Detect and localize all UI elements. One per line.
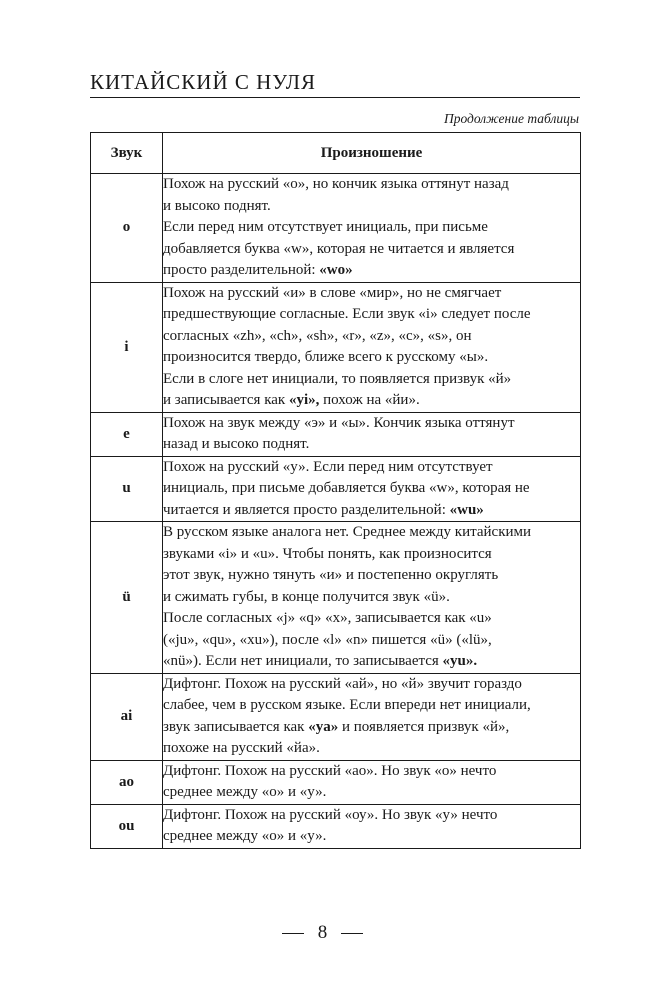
pronunciation-text: и сжимать губы, в конце получится звук «ü».	[163, 588, 450, 605]
pronunciation-cell	[163, 174, 581, 283]
pronunciation-text: просто разделительной:	[163, 262, 320, 278]
pronunciation-text: Похож на русский «о», но кончик языка оттянут назад	[163, 176, 509, 192]
spelling-example: «wu»	[449, 501, 484, 518]
pronunciation-line	[163, 478, 580, 500]
pronunciation-line	[163, 326, 580, 348]
pronunciation-text: этот звук, нужно тянуть «и» и постепенно округлять	[163, 567, 499, 583]
pronunciation-cell	[163, 522, 581, 674]
table-row	[91, 412, 581, 456]
column-header-sound: Звук	[91, 133, 163, 174]
sound-cell: ao	[91, 760, 163, 804]
pronunciation-cell	[163, 673, 581, 760]
table-row	[91, 174, 581, 283]
sound-cell: o	[91, 174, 163, 283]
spelling-example: «ya»	[308, 718, 339, 735]
pronunciation-line	[163, 283, 580, 305]
sound-cell: ou	[91, 804, 163, 848]
pronunciation-line	[163, 630, 580, 652]
pronunciation-table	[90, 132, 581, 849]
pronunciation-text: среднее между «о» и «у».	[163, 828, 327, 844]
pronunciation-text: похоже на русский «йа».	[163, 740, 320, 756]
pronunciation-line	[163, 369, 580, 391]
pronunciation-line	[163, 434, 580, 456]
pronunciation-text-after: похож на «йи».	[319, 392, 420, 408]
sound-cell: e	[91, 412, 163, 456]
pronunciation-text: согласных «zh», «ch», «sh», «r», «z», «c», «s», он	[163, 327, 472, 344]
sound-cell: ai	[91, 673, 163, 760]
table-row	[91, 804, 581, 848]
table-row	[91, 522, 581, 674]
pronunciation-text: читается и является просто разделительной:	[163, 501, 450, 518]
pronunciation-line	[163, 196, 580, 218]
left-dash	[282, 933, 304, 934]
pronunciation-text: После согласных «j» «q» «x», записывается как «u»	[163, 610, 492, 626]
pronunciation-text: и высоко поднят.	[163, 197, 271, 214]
pronunciation-text: Похож на русский «и» в слове «мир», но не смягчает	[163, 284, 502, 301]
table-row	[91, 760, 581, 804]
spelling-example: «wo»	[319, 262, 353, 278]
pronunciation-line	[163, 695, 580, 717]
pronunciation-line	[163, 457, 580, 479]
column-header-pronunciation: Произношение	[163, 133, 581, 174]
pronunciation-text: В русском языке аналога нет. Среднее между китайскими	[163, 524, 532, 540]
pronunciation-text: назад и высоко поднят.	[163, 436, 310, 452]
table-row	[91, 456, 581, 522]
header-rule	[90, 97, 580, 98]
table-header-row	[91, 133, 581, 174]
table-continuation-label: Продолжение таблицы	[443, 111, 579, 126]
pronunciation-text: Дифтонг. Похож на русский «ай», но «й» звучит гораздо	[163, 675, 522, 692]
page-footer	[0, 921, 645, 945]
pronunciation-line	[163, 544, 580, 566]
pronunciation-text: «nü»). Если нет инициали, то записывается	[163, 653, 443, 669]
pronunciation-line	[163, 522, 580, 544]
sound-cell: ü	[91, 522, 163, 674]
pronunciation-text: Дифтонг. Похож на русский «ао». Но звук «о» нечто	[163, 762, 497, 779]
pronunciation-text-after: и появляется призвук «й»,	[338, 718, 510, 735]
pronunciation-line	[163, 608, 580, 630]
table-row	[91, 673, 581, 760]
pronunciation-line	[163, 413, 580, 435]
pronunciation-line	[163, 239, 580, 261]
sound-cell: i	[91, 282, 163, 412]
table-body	[91, 174, 581, 849]
pronunciation-text: среднее между «о» и «у».	[163, 784, 327, 800]
pronunciation-text: Если в слоге нет инициали, то появляется призвук «й»	[163, 370, 512, 387]
right-dash	[341, 933, 363, 934]
pronunciation-line	[163, 347, 580, 369]
pronunciation-line	[163, 587, 580, 609]
pronunciation-line	[163, 805, 580, 827]
pronunciation-text: и записывается как	[163, 392, 289, 408]
pronunciation-line	[163, 761, 580, 783]
pronunciation-text: Если перед ним отсутствует инициаль, при письме	[163, 219, 488, 235]
spelling-example: «yu».	[442, 653, 478, 669]
pronunciation-cell	[163, 282, 581, 412]
pronunciation-line	[163, 565, 580, 587]
pronunciation-text: Похож на звук между «э» и «ы». Кончик языка оттянут	[163, 414, 515, 431]
pronunciation-line	[163, 674, 580, 696]
pronunciation-line	[163, 651, 580, 673]
pronunciation-text: инициаль, при письме добавляется буква «w», которая не	[163, 480, 530, 496]
pronunciation-line	[163, 304, 580, 326]
pronunciation-text: добавляется буква «w», которая не читается и является	[163, 240, 515, 257]
pronunciation-line	[163, 260, 580, 282]
pronunciation-cell	[163, 412, 581, 456]
pronunciation-line	[163, 738, 580, 760]
pronunciation-cell	[163, 804, 581, 848]
pronunciation-text: Дифтонг. Похож на русский «оу». Но звук «у» нечто	[163, 806, 498, 823]
running-title: КИТАЙСКИЙ С НУЛЯ	[90, 70, 317, 94]
pronunciation-text: («ju», «qu», «xu»), после «l» «n» пишется «ü» («lü»,	[163, 631, 492, 648]
pronunciation-cell	[163, 760, 581, 804]
page-number: 8	[317, 922, 328, 943]
spelling-example: «yi»,	[288, 392, 320, 408]
pronunciation-line	[163, 826, 580, 848]
pronunciation-text: слабее, чем в русском языке. Если впереди нет инициали,	[163, 697, 531, 713]
pronunciation-line	[163, 217, 580, 239]
sound-cell: u	[91, 456, 163, 522]
pronunciation-line	[163, 390, 580, 412]
pronunciation-line	[163, 174, 580, 196]
pronunciation-line	[163, 782, 580, 804]
pronunciation-text: звук записывается как	[163, 718, 309, 735]
pronunciation-text: звуками «i» и «u». Чтобы понять, как произносится	[163, 545, 492, 562]
pronunciation-text: произносится твердо, ближе всего к русскому «ы».	[163, 349, 489, 365]
pronunciation-text: предшествующие согласные. Если звук «i» следует после	[163, 306, 531, 322]
pronunciation-line	[163, 500, 580, 522]
pronunciation-line	[163, 717, 580, 739]
table-row	[91, 282, 581, 412]
pronunciation-cell	[163, 456, 581, 522]
pronunciation-text: Похож на русский «у». Если перед ним отсутствует	[163, 458, 493, 475]
